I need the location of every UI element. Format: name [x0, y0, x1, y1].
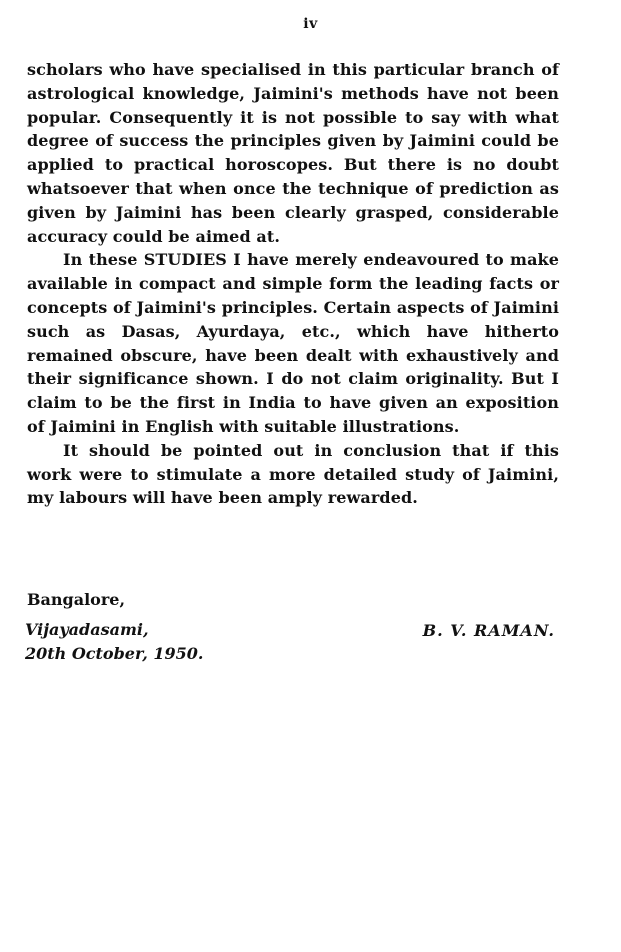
paragraph-2: In these STUDIES I have merely endeavoured to make available in compact and simple form the leading facts or concepts of Jaimini's principles. Certain aspects of Jaimini such as Dasas, Ayurdaya, etc., which have hitherto remained obscure, have been dealt with exhaustively and their significance shown. I do not claim originality. But I claim to be the first in India to have given an exposition of Jaimini in English with suitable illustrations. [27, 250, 559, 436]
paragraph-1: scholars who have specialised in this particular branch of astrological knowledge, Jaimini's methods have not been popular. Consequently it is not possible to say with what degree of success the principles given by Jaimini could be applied to practical horoscopes. But there is no doubt whatsoever that when once the technique of prediction as given by Jaimini has been clearly grasped, considerable accuracy could be aimed at. [27, 60, 559, 246]
signoff-date: 20th October, 1950. [25, 644, 204, 663]
signoff-place: Bangalore, [27, 590, 126, 609]
paragraph-3: It should be pointed out in conclusion that if this work were to stimulate a more detailed study of Jaimini, my labours will have been amply rewarded. [27, 440, 559, 508]
signoff-occasion: Vijayadasami, [25, 620, 149, 639]
author-signature: B. V. RAMAN. [422, 621, 555, 640]
page-number: iv [303, 16, 318, 32]
preface-body [27, 58, 559, 510]
